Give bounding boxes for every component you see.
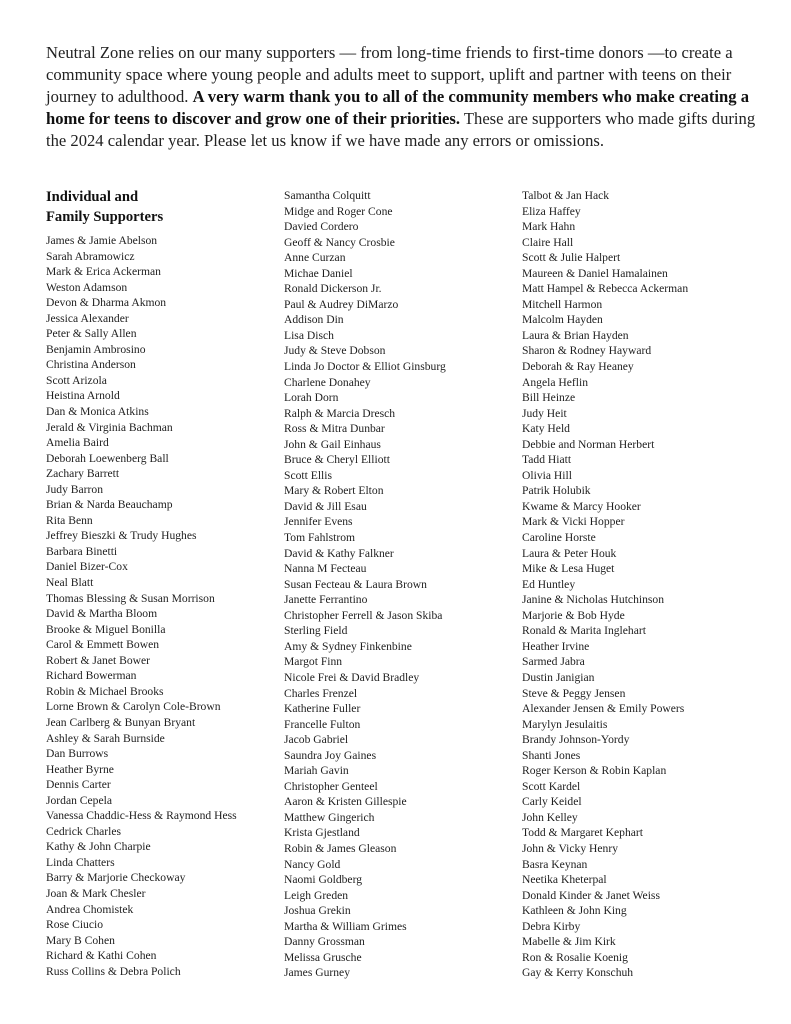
supporter-name: Amelia Baird: [46, 436, 109, 450]
supporter-name: Carol & Emmett Bowen: [46, 638, 160, 652]
supporter-name: Mabelle & Jim Kirk: [522, 935, 616, 949]
supporter-list-1: [46, 233, 237, 979]
supporter-name: Claire Hall: [522, 235, 574, 249]
supporter-name: Ron & Rosalie Koenig: [522, 950, 628, 964]
supporter-name: Matt Hampel & Rebecca Ackerman: [522, 282, 689, 296]
supporter-name: Addison Din: [284, 313, 344, 327]
supporter-name: Kathleen & John King: [522, 904, 627, 918]
supporter-name: Martha & William Grimes: [284, 919, 407, 933]
supporter-name: Linda Jo Doctor & Elliot Ginsburg: [284, 360, 446, 374]
supporter-name: Sarmed Jabra: [522, 655, 585, 669]
supporter-name: David & Martha Bloom: [46, 607, 158, 621]
supporter-name: Zachary Barrett: [46, 467, 120, 481]
intro-text-1: Neutral Zone relies on our many supporters — from long-time friends to first-time donors —to create a community space where young people and adults meet to support, uplift and partner with teens on their journey to adulthood.: [46, 43, 733, 106]
supporter-name: Mike & Lesa Huget: [522, 562, 615, 576]
supporter-name: Dan Burrows: [46, 747, 109, 761]
supporter-name: Mitchell Harmon: [522, 297, 603, 311]
supporter-name: Basra Keynan: [522, 857, 588, 871]
supporter-name: Gay & Kerry Konschuh: [522, 966, 634, 980]
supporter-name: Neal Blatt: [46, 576, 94, 590]
supporter-name: Kathy & John Charpie: [46, 840, 151, 854]
supporter-name: Mark & Erica Ackerman: [46, 265, 161, 279]
supporter-name: Deborah & Ray Heaney: [522, 360, 634, 374]
supporter-name: Sharon & Rodney Hayward: [522, 344, 652, 358]
supporter-name: Roger Kerson & Robin Kaplan: [522, 764, 667, 778]
supporter-name: Deborah Loewenberg Ball: [46, 451, 169, 465]
supporter-name: Marjorie & Bob Hyde: [522, 608, 625, 622]
supporter-name: Kwame & Marcy Hooker: [522, 499, 641, 513]
supporter-name: Laura & Peter Houk: [522, 546, 617, 560]
supporter-name: Scott Arizola: [46, 373, 107, 387]
supporter-name: Todd & Margaret Kephart: [522, 826, 643, 840]
supporter-name: Rose Ciucio: [46, 918, 104, 932]
supporter-name: Carly Keidel: [522, 795, 582, 809]
supporter-name: Charlene Donahey: [284, 375, 371, 389]
supporter-name: Scott Ellis: [284, 468, 332, 482]
supporter-name: Joshua Grekin: [284, 904, 351, 918]
supporter-name: Patrik Holubik: [522, 484, 591, 498]
supporter-list-3: [522, 188, 688, 981]
supporter-name: Scott & Julie Halpert: [522, 251, 621, 265]
supporter-name: Lisa Disch: [284, 328, 334, 342]
supporter-name: Andrea Chomistek: [46, 902, 134, 916]
supporter-name: Charles Frenzel: [284, 686, 358, 700]
supporter-name: Mark Hahn: [522, 220, 576, 234]
supporter-name: Dan & Monica Atkins: [46, 405, 149, 419]
supporter-name: Katy Held: [522, 422, 570, 436]
supporter-name: Barry & Marjorie Checkoway: [46, 871, 186, 885]
supporter-name: Ed Huntley: [522, 577, 576, 591]
supporter-name: Jordan Cepela: [46, 793, 112, 807]
supporter-name: Jean Carlberg & Bunyan Bryant: [46, 715, 196, 729]
supporter-name: Midge and Roger Cone: [284, 204, 393, 218]
supporter-name: Heather Irvine: [522, 639, 590, 653]
supporter-name: Davied Cordero: [284, 220, 359, 234]
supporter-name: Dustin Janigian: [522, 670, 595, 684]
supporter-name: Talbot & Jan Hack: [522, 189, 610, 202]
supporter-name: Sarah Abramowicz: [46, 249, 135, 263]
supporter-name: Heather Byrne: [46, 762, 114, 776]
supporter-name: Matthew Gingerich: [284, 810, 375, 824]
supporter-name: Barbara Binetti: [46, 544, 118, 558]
supporter-name: Samantha Colquitt: [284, 189, 371, 202]
supporter-name: Melissa Grusche: [284, 950, 362, 964]
intro-paragraph: [46, 42, 758, 152]
supporter-name: Mark & Vicki Hopper: [522, 515, 625, 529]
supporter-name: Eliza Haffey: [522, 204, 581, 218]
supporter-name: David & Jill Esau: [284, 499, 367, 513]
intro-thank-you-bold: A very warm thank you to all of the community members who make creating a home for teens to discover and grow one of their priorities.: [46, 87, 750, 128]
supporter-name: Katherine Fuller: [284, 702, 361, 716]
supporter-name: Vanessa Chaddic-Hess & Raymond Hess: [46, 809, 237, 823]
supporter-name: Saundra Joy Gaines: [284, 748, 377, 762]
supporter-name: Janette Ferrantino: [284, 593, 368, 607]
section-heading-line-2: Family Supporters: [46, 208, 164, 225]
supporter-name: Donald Kinder & Janet Weiss: [522, 888, 660, 902]
supporter-name: Anne Curzan: [284, 251, 346, 265]
supporter-name: Dennis Carter: [46, 778, 111, 792]
supporter-name: Cedrick Charles: [46, 824, 122, 838]
supporter-name: Mariah Gavin: [284, 764, 349, 778]
supporter-name: David & Kathy Falkner: [284, 546, 394, 560]
supporter-name: Janine & Nicholas Hutchinson: [522, 593, 665, 607]
supporter-name: John & Vicky Henry: [522, 841, 619, 855]
supporter-name: Olivia Hill: [522, 468, 572, 482]
supporter-name: Benjamin Ambrosino: [46, 342, 146, 356]
supporter-name: Ronald & Marita Inglehart: [522, 624, 646, 638]
supporter-name: Lorah Dorn: [284, 391, 339, 405]
supporter-name: Naomi Goldberg: [284, 873, 363, 887]
supporter-name: Ross & Mitra Dunbar: [284, 422, 385, 436]
supporter-column-2: [284, 188, 446, 981]
supporter-list-2: [284, 188, 446, 981]
supporter-name: Danny Grossman: [284, 935, 365, 949]
supporter-column-1: [46, 188, 237, 979]
supporter-name: Russ Collins & Debra Polich: [46, 964, 181, 978]
supporter-name: Michae Daniel: [284, 266, 353, 280]
supporter-name: Brandy Johnson-Yordy: [522, 733, 630, 747]
supporter-name: Debra Kirby: [522, 919, 581, 933]
supporter-name: Heistina Arnold: [46, 389, 120, 403]
supporter-name: Robin & Michael Brooks: [46, 684, 164, 698]
supporter-name: Christopher Ferrell & Jason Skiba: [284, 608, 443, 622]
supporter-name: Ralph & Marcia Dresch: [284, 406, 396, 420]
supporter-name: Mary & Robert Elton: [284, 484, 384, 498]
supporter-name: Geoff & Nancy Crosbie: [284, 235, 395, 249]
supporter-name: Ronald Dickerson Jr.: [284, 282, 382, 296]
supporter-name: Peter & Sally Allen: [46, 327, 137, 341]
supporter-name: Margot Finn: [284, 655, 343, 669]
supporter-name: Jacob Gabriel: [284, 733, 349, 747]
supporter-name: Malcolm Hayden: [522, 313, 603, 327]
supporter-name: Tom Fahlstrom: [284, 531, 356, 545]
supporter-column-3: [522, 188, 688, 981]
supporter-name: Brooke & Miguel Bonilla: [46, 622, 166, 636]
supporter-name: Amy & Sydney Finkenbine: [284, 639, 412, 653]
supporter-name: Daniel Bizer-Cox: [46, 560, 128, 574]
supporter-name: Debbie and Norman Herbert: [522, 437, 655, 451]
supporter-name: Aaron & Kristen Gillespie: [284, 795, 407, 809]
supporter-name: Nanna M Fecteau: [284, 562, 367, 576]
supporter-name: Alexander Jensen & Emily Powers: [522, 702, 685, 716]
supporter-name: Leigh Greden: [284, 888, 349, 902]
supporter-name: Jennifer Evens: [284, 515, 353, 529]
supporter-name: James Gurney: [284, 966, 351, 980]
supporter-name: Krista Gjestland: [284, 826, 360, 840]
supporter-name: Nancy Gold: [284, 857, 341, 871]
supporter-name: Richard & Kathi Cohen: [46, 949, 157, 963]
supporter-name: Neetika Kheterpal: [522, 873, 607, 887]
supporter-name: Tadd Hiatt: [522, 453, 572, 467]
supporter-name: Joan & Mark Chesler: [46, 886, 146, 900]
supporter-name: John Kelley: [522, 810, 578, 824]
supporter-name: Thomas Blessing & Susan Morrison: [46, 591, 215, 605]
supporter-name: Brian & Narda Beauchamp: [46, 498, 173, 512]
supporter-name: Robert & Janet Bower: [46, 653, 150, 667]
section-heading-line-1: Individual and: [46, 189, 139, 205]
supporter-name: Christina Anderson: [46, 358, 136, 372]
supporter-name: Judy Barron: [46, 482, 103, 496]
supporter-name: Nicole Frei & David Bradley: [284, 670, 420, 684]
supporter-name: Jerald & Virginia Bachman: [46, 420, 173, 434]
supporter-name: Judy & Steve Dobson: [284, 344, 386, 358]
supporter-name: Jessica Alexander: [46, 311, 129, 325]
supporter-name: Ashley & Sarah Burnside: [46, 731, 165, 745]
supporter-name: Shanti Jones: [522, 748, 581, 762]
supporter-name: Robin & James Gleason: [284, 841, 397, 855]
supporter-name: Marylyn Jesulaitis: [522, 717, 608, 731]
supporter-name: Mary B Cohen: [46, 933, 115, 947]
supporter-name: Sterling Field: [284, 624, 348, 638]
supporter-name: Linda Chatters: [46, 855, 115, 869]
supporter-name: Angela Heflin: [522, 375, 588, 389]
supporter-name: John & Gail Einhaus: [284, 437, 381, 451]
supporter-name: Richard Bowerman: [46, 669, 137, 683]
supporter-name: Judy Heit: [522, 406, 567, 420]
intro-text-2: These are supporters who made gifts during the 2024 calendar year. Please let us know if we have made any errors or omissions.: [46, 109, 756, 150]
supporter-name: Lorne Brown & Carolyn Cole-Brown: [46, 700, 221, 714]
supporter-name: Francelle Fulton: [284, 717, 361, 731]
supporter-name: Maureen & Daniel Hamalainen: [522, 266, 668, 280]
supporter-name: Bill Heinze: [522, 391, 576, 405]
supporter-name: Paul & Audrey DiMarzo: [284, 297, 399, 311]
supporter-name: Devon & Dharma Akmon: [46, 296, 167, 310]
supporter-name: Steve & Peggy Jensen: [522, 686, 626, 700]
supporter-name: Laura & Brian Hayden: [522, 328, 629, 342]
supporter-name: Jeffrey Bieszki & Trudy Hughes: [46, 529, 197, 543]
supporter-name: Susan Fecteau & Laura Brown: [284, 577, 427, 591]
supporter-name: James & Jamie Abelson: [46, 234, 158, 247]
supporter-name: Christopher Genteel: [284, 779, 378, 793]
supporter-name: Bruce & Cheryl Elliott: [284, 453, 390, 467]
supporter-name: Scott Kardel: [522, 779, 581, 793]
supporter-name: Weston Adamson: [46, 280, 128, 294]
supporter-name: Caroline Horste: [522, 531, 596, 545]
supporter-name: Rita Benn: [46, 513, 93, 527]
section-heading: [46, 188, 237, 227]
